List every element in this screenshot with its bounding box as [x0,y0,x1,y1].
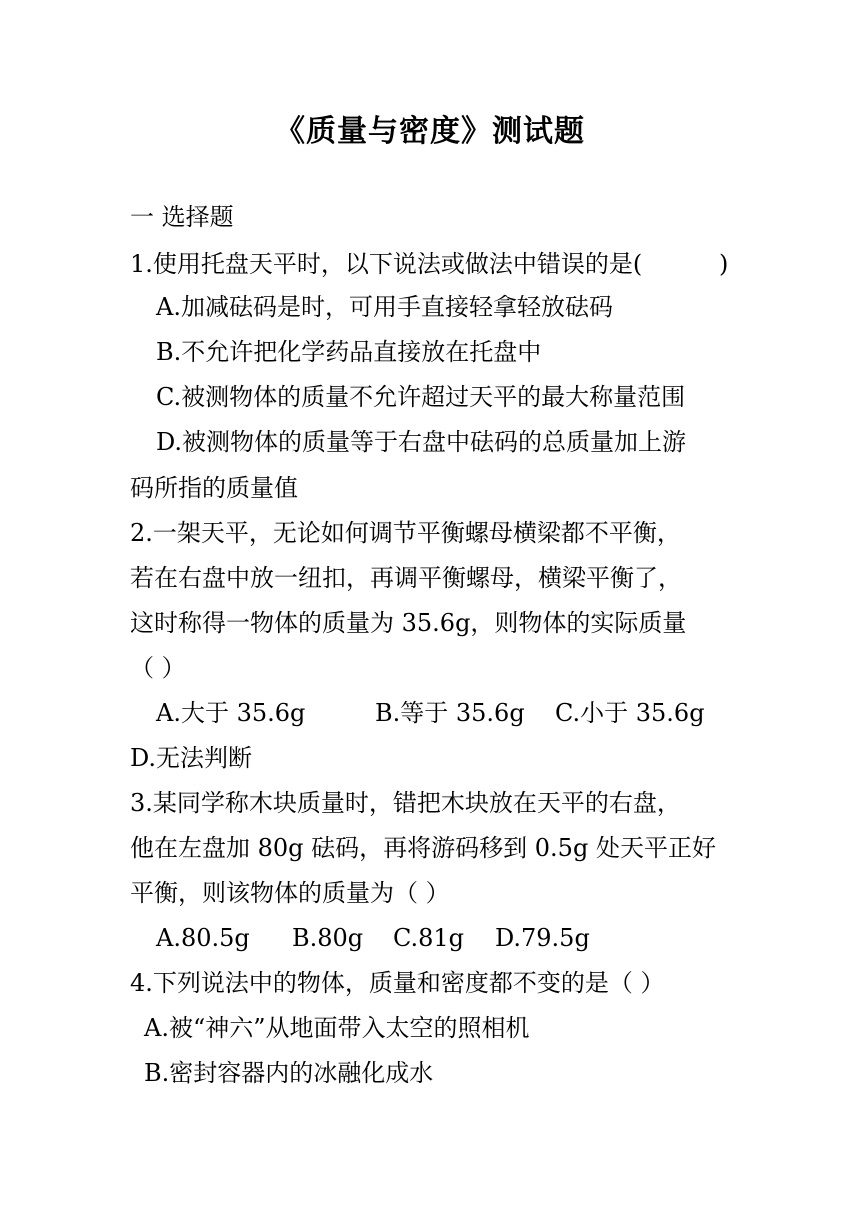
question-3-stem-line2: 他在左盘加 80g 砝码，再将游码移到 0.5g 处天平正好 [130,834,716,862]
question-3-option-b: B.80g [292,924,364,952]
question-2-stem-line1: 2.一架天平，无论如何调节平衡螺母横梁都不平衡， [130,519,681,547]
question-2-option-c: C.小于 35.6g [555,699,705,727]
question-1-close-paren: ) [719,250,729,278]
question-3-option-a: A.80.5g [156,924,250,952]
question-2-option-a: A.大于 35.6g [156,699,306,727]
question-1-option-b: B.不允许把化学药品直接放在托盘中 [156,338,542,366]
question-4-stem: 4.下列说法中的物体，质量和密度都不变的是（ ） [130,969,665,997]
question-4-option-a: A.被“神六”从地面带入太空的照相机 [144,1014,530,1042]
question-3-option-c: C.81g [393,924,465,952]
question-3-stem-line3: 平衡，则该物体的质量为（ ） [130,879,450,907]
question-2-option-d: D.无法判断 [130,744,253,772]
section-heading: 一 选择题 [130,203,234,231]
question-2-option-b: B.等于 35.6g [375,699,525,727]
question-3-option-d: D.79.5g [495,924,590,952]
question-2-answer-paren: （ ） [130,654,186,682]
question-1-option-d-line1: D.被测物体的质量等于右盘中砝码的总质量加上游 [156,428,687,456]
page-title: 《质量与密度》测试题 [275,114,585,149]
question-2-stem-line2: 若在右盘中放一纽扣，再调平衡螺母，横梁平衡了， [130,564,682,592]
question-1-option-c: C.被测物体的质量不允许超过天平的最大称量范围 [156,383,686,411]
question-1-stem: 1.使用托盘天平时，以下说法或做法中错误的是( [130,250,643,278]
question-1-option-a: A.加减砝码是时，可用手直接轻拿轻放砝码 [156,293,613,321]
question-3-stem-line1: 3.某同学称木块质量时，错把木块放在天平的右盘， [130,789,681,817]
question-2-stem-line3: 这时称得一物体的质量为 35.6g，则物体的实际质量 [130,609,687,637]
question-4-option-b: B.密封容器内的冰融化成水 [144,1059,434,1087]
question-1-option-d-line2: 码所指的质量值 [130,474,298,502]
